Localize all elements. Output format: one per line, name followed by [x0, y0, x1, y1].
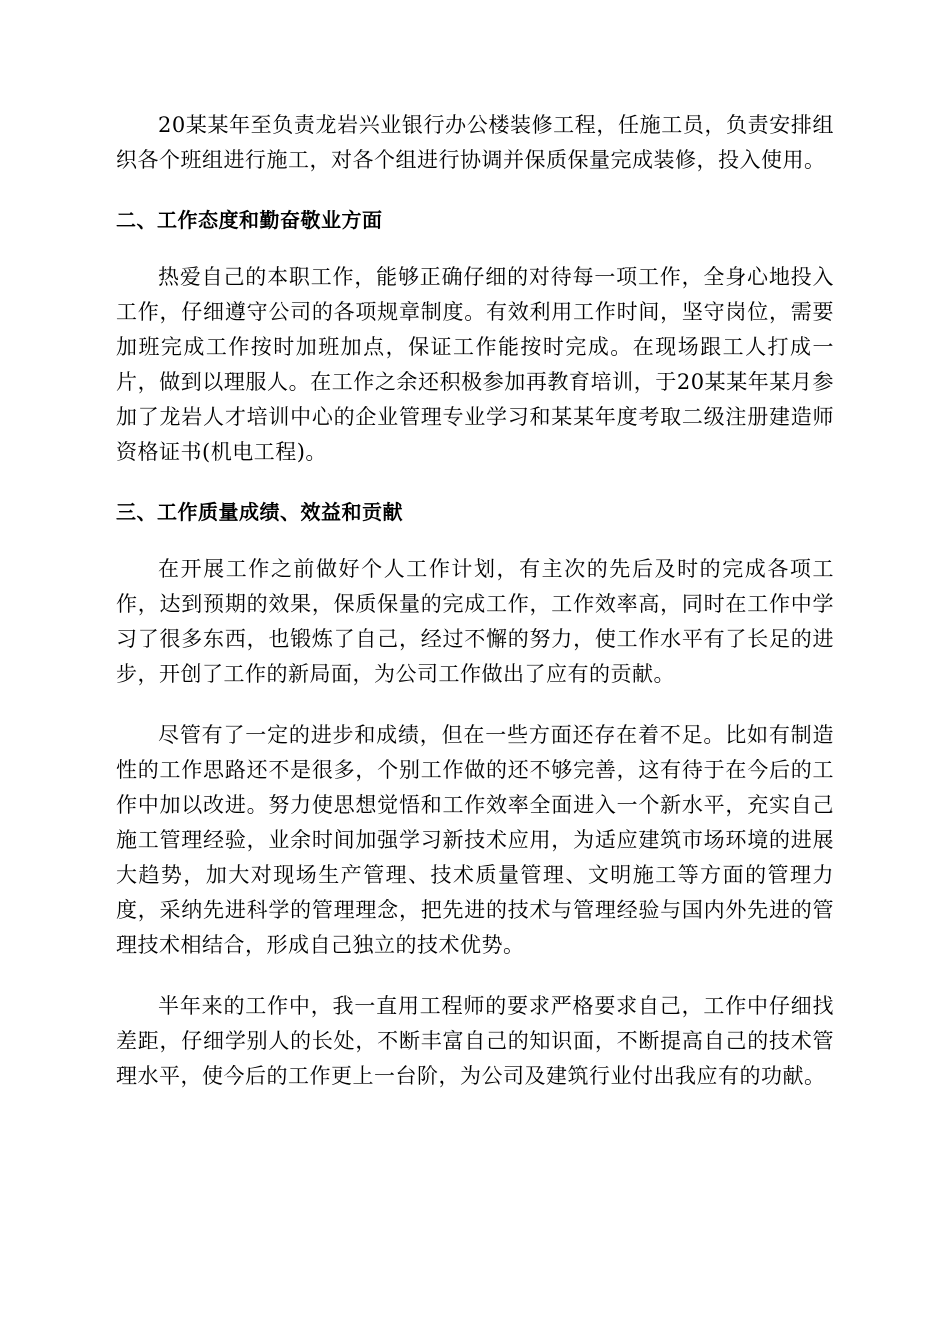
paragraph-work-quality: 在开展工作之前做好个人工作计划，有主次的先后及时的完成各项工作，达到预期的效果，保质保量的完成工作，工作效率高，同时在工作中学习了很多东西，也锻炼了自己，经过不懈的努力，使工作水平有了长足的进步，开创了工作的新局面，为公司工作做出了应有的贡献。: [116, 557, 834, 686]
paragraph-conclusion: 半年来的工作中，我一直用工程师的要求严格要求自己，工作中仔细找差距，仔细学别人的长处，不断丰富自己的知识面，不断提高自己的技术管理水平，使今后的工作更上一台阶，为公司及建筑行业付出我应有的功献。: [116, 994, 834, 1088]
paragraph-shortcomings: 尽管有了一定的进步和成绩，但在一些方面还存在着不足。比如有制造性的工作思路还不是很多，个别工作做的还不够完善，这有待于在今后的工作中加以改进。努力使思想觉悟和工作效率全面进入一个新水平，充实自己施工管理经验，业余时间加强学习新技术应用，为适应建筑市场环境的进展大趋势，加大对现场生产管理、技术质量管理、文明施工等方面的管理力度，采纳先进科学的管理理念，把先进的技术与管理经验与国内外先进的管理技术相结合，形成自己独立的技术优势。: [116, 723, 834, 957]
section-heading-work-quality: 三、工作质量成绩、效益和贡献: [116, 500, 403, 524]
paragraph-bank-renovation: 20某某年至负责龙岩兴业银行办公楼装修工程，任施工员，负责安排组织各个班组进行施工，对各个组进行协调并保质保量完成装修，投入使用。: [116, 113, 834, 172]
document-page: [116, 108, 834, 1120]
section-heading-work-attitude: 二、工作态度和勤奋敬业方面: [116, 208, 383, 232]
paragraph-work-attitude: 热爱自己的本职工作，能够正确仔细的对待每一项工作，全身心地投入工作，仔细遵守公司的各项规章制度。有效利用工作时间，坚守岗位，需要加班完成工作按时加班加点，保证工作能按时完成。在现场跟工人打成一片，做到以理服人。在工作之余还积极参加再教育培训，于20某某年某月参加了龙岩人才培训中心的企业管理专业学习和某某年度考取二级注册建造师资格证书(机电工程)。: [116, 265, 834, 464]
